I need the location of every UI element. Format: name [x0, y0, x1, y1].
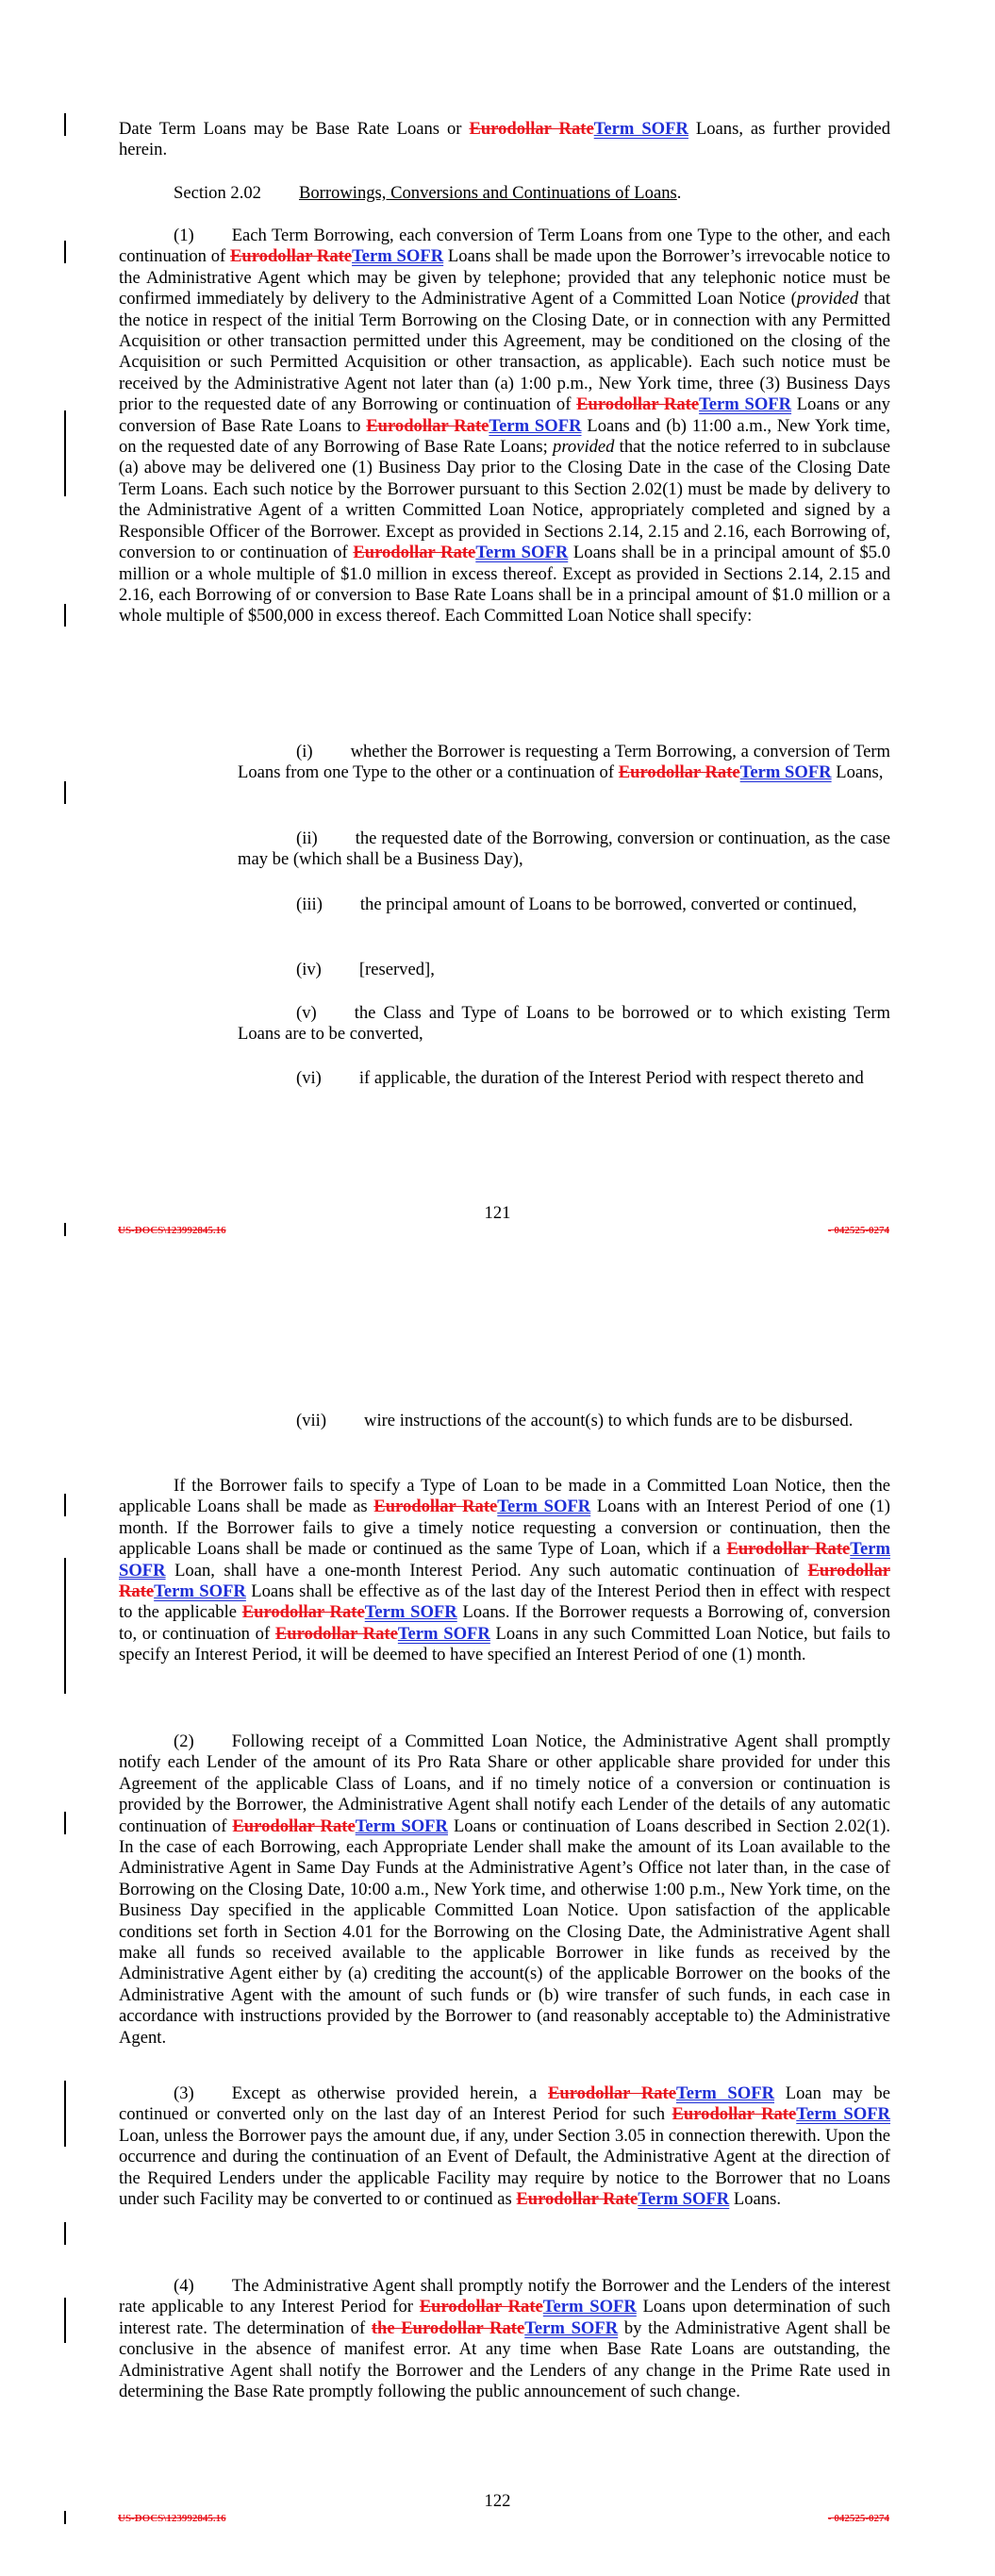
document-page-122 [0, 1288, 995, 2576]
section-title: Borrowings, Conversions and Continuations of Loans [298, 183, 677, 203]
list-item-iii: (iii) the principal amount of Loans to be borrowed, converted or continued, [296, 895, 857, 914]
change-bar [64, 1603, 66, 1650]
footer-matter: - 042525-0274 [827, 1225, 889, 1236]
change-bar [64, 1812, 66, 1834]
paragraph-3: (3) Except as otherwise provided herein, a Eurodollar RateTerm SOFR Loan may be continued or converted only on the last day of an Interest Period for such Eurodollar RateTerm SOFR Loan, unless the Borrower pays the amount due, if any, under Section 3.05 in connection therewith. Upon the occurrence and during the continuation of an Event of Default, the Administrative Agent at the direction of the Required Lenders under the applicable Facility may require by notice to the Borrower that no Loans under such Facility may be converted to or continued as Eurodollar RateTerm SOFR Loans. [119, 2083, 890, 2210]
change-bar [64, 410, 66, 454]
section-number: Section 2.02 [174, 183, 261, 203]
change-bar [64, 2222, 66, 2245]
change-bar [64, 1223, 66, 1236]
paragraph-4: (4) The Administrative Agent shall promptly notify the Borrower and the Lenders of the interest rate applicable to any Interest Period for Eurodollar RateTerm SOFR Loans upon determination of such interest rate. The determination of the Eurodollar RateTerm SOFR by the Administrative Agent shall be conclusive in the absence of manifest error. At any time when Base Rate Loans are outstanding, the Administrative Agent shall notify the Borrower and the Lenders of any change in the Prime Rate used in determining the Base Rate promptly following the public announcement of such change. [119, 2276, 890, 2402]
paragraph-type-default: If the Borrower fails to specify a Type of Loan to be made in a Committed Loan Notice, then the applicable Loans shall be made as Eurodollar RateTerm SOFR Loans with an Interest Period of one (1) month. If the Borrower fails to give a timely notice requesting a conversion or continuation, then the applicable Loans shall be made or continued as the same Type of Loan, which if a Eurodollar RateTerm SOFR Loan, shall have a one-month Interest Period. Any such automatic continuation of Eurodollar RateTerm SOFR Loans shall be effective as of the last day of the Interest Period then in effect with respect to the applicable Eurodollar RateTerm SOFR Loans. If the Borrower requests a Borrowing of, conversion to, or continuation of Eurodollar RateTerm SOFR Loans in any such Committed Loan Notice, but fails to specify an Interest Period, it will be deemed to have specified an Interest Period of one (1) month. [119, 1476, 891, 1665]
list-item-iv: (iv) [reserved], [296, 960, 435, 979]
change-bar [64, 241, 66, 263]
page-number: 122 [484, 2491, 511, 2511]
change-bar [64, 604, 66, 627]
list-item-vi: (vi) if applicable, the duration of the Interest Period with respect thereto and [296, 1068, 864, 1088]
footer-matter: - 042525-0274 [827, 2513, 889, 2524]
change-bar [64, 781, 66, 804]
change-bar [64, 2298, 66, 2343]
paragraph-2: (2) Following receipt of a Committed Loan Notice, the Administrative Agent shall promptly notify each Lender of the amount of its Pro Rata Share or other applicable share provided for under this Agreement of the applicable Class of Loans, and if no timely notice of a conversion or continuation is provided by the Borrower, the Administrative Agent shall notify each Lender of the details of any automatic continuation of Eurodollar RateTerm SOFR Loans or continuation of Loans described in Section 2.02(1). In the case of each Borrowing, each Appropriate Lender shall make the amount of its Loan available to the Administrative Agent in Same Day Funds at the Administrative Agent’s Office not later than, in the case of Borrowing on the Closing Date, 10:00 a.m., New York time, and otherwise 1:00 p.m., New York time, on the Business Day specified in the applicable Committed Loan Notice. Upon satisfaction of the applicable conditions set forth in Section 4.01 for the Borrowing on the Closing Date, the Administrative Agent shall make all funds so received available to the applicable Borrower in like funds as received by the Administrative Agent either by (a) crediting the account(s) of the applicable Borrower on the books of the Administrative Agent with the amount of such funds or (b) wire transfer of such funds, in each case in accordance with instructions provided by the Borrower to (and reasonably acceptable to) the Administrative Agent. [119, 1731, 890, 2048]
change-bar [64, 1650, 66, 1694]
list-item-v: (v) the Class and Type of Loans to be borrowed or to which existing Term Loans are to be converted, [238, 1003, 890, 1045]
change-bar [64, 113, 66, 136]
list-item-ii: (ii) the requested date of the Borrowing, conversion or continuation, as the case may be (which shall be a Business Day), [238, 828, 890, 870]
footer-docid: US-DOCS\123992845.16 [118, 1225, 226, 1236]
list-item-vii: (vii) wire instructions of the account(s) to which funds are to be disbursed. [296, 1411, 854, 1430]
change-bar [64, 1494, 66, 1516]
change-bar [64, 453, 66, 496]
change-bar [64, 1558, 66, 1603]
change-bar [64, 2511, 66, 2524]
footer-docid: US-DOCS\123992845.16 [118, 2513, 226, 2524]
paragraph-1: (1) Each Term Borrowing, each conversion of Term Loans from one Type to the other, and each continuation of Eurodollar RateTerm SOFR Loans shall be made upon the Borrower’s irrevocable notice to the Administrative Agent which may be given by telephone; provided that any telephonic notice must be confirmed immediately by delivery to the Administrative Agent of a Committed Loan Notice (provided that the notice in respect of the initial Term Borrowing on the Closing Date, or in connection with any Permitted Acquisition or other transaction permitted under this Agreement, may be conditioned on the closing of the Acquisition or such Permitted Acquisition or other transaction, as applicable). Each such notice must be received by the Administrative Agent not later than (a) 1:00 p.m., New York time, three (3) Business Days prior to the requested date of any Borrowing or continuation of Eurodollar RateTerm SOFR Loans or any conversion of Base Rate Loans to Eurodollar RateTerm SOFR Loans and (b) 11:00 a.m., New York time, on the requested date of any Borrowing of Base Rate Loans; provided that the notice referred to in subclause (a) above may be delivered one (1) Business Day prior to the Closing Date in the case of the Closing Date Term Loans. Each such notice by the Borrower pursuant to this Section 2.02(1) must be made by delivery to the Administrative Agent of a written Committed Loan Notice, appropriately completed and signed by a Responsible Officer of the Borrower. Except as provided in Sections 2.14, 2.15 and 2.16, each Borrowing of, conversion to or continuation of Eurodollar RateTerm SOFR Loans shall be in a principal amount of $5.0 million or a whole multiple of $1.0 million in excess thereof. Except as provided in Sections 2.14, 2.15 and 2.16, each Borrowing of or conversion to Base Rate Loans shall be in a principal amount of $1.0 million or a whole multiple of $500,000 in excess thereof. Each Committed Loan Notice shall specify: [119, 226, 890, 627]
change-bar [64, 2081, 66, 2147]
page-number: 121 [484, 1203, 511, 1223]
intro-paragraph: Date Term Loans may be Base Rate Loans or Eurodollar RateTerm SOFR Loans, as further provided herein. [119, 119, 890, 160]
section-heading: Section 2.02 Borrowings, Conversions and Continuations of Loans. [174, 183, 682, 203]
list-item-i: (i) whether the Borrower is requesting a Term Borrowing, a conversion of Term Loans from one Type to the other or a continuation of Eurodollar RateTerm SOFR Loans, [238, 742, 890, 783]
